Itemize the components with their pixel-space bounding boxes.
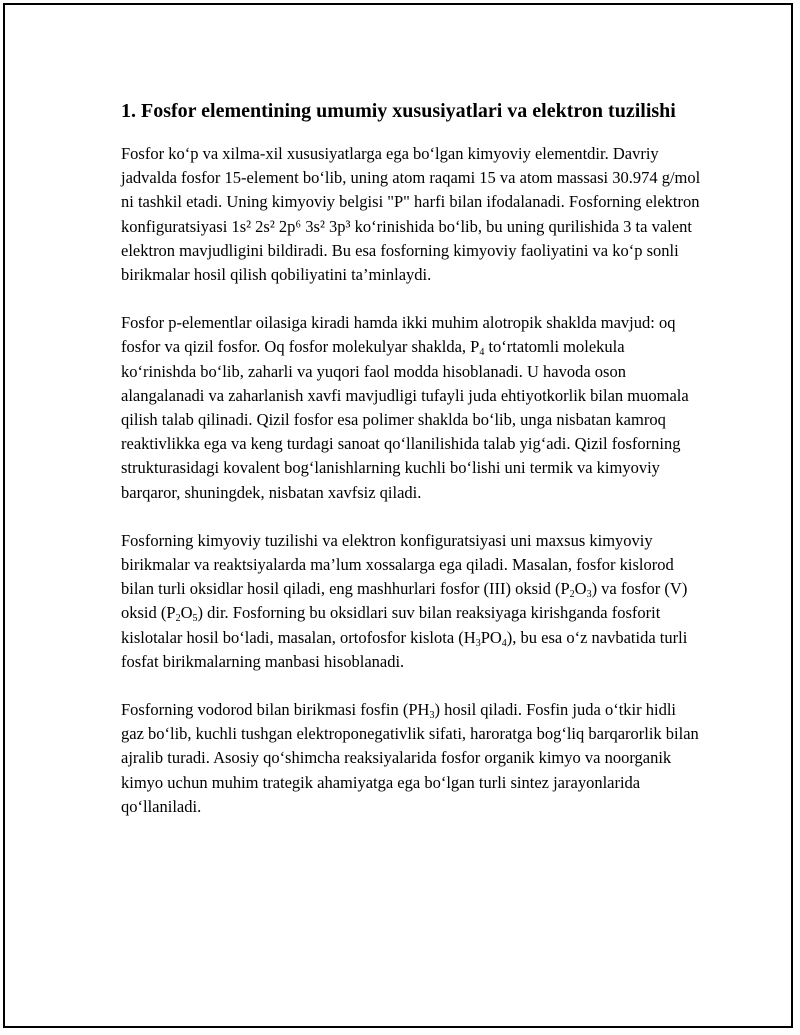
subscript: 5 (192, 613, 198, 625)
section-title: 1. Fosfor elementining umumiy xususiyatlari va elektron tuzilishi (121, 100, 676, 122)
paragraph-2-text-a: Fosfor p-elementlar oilasiga kiradi hamda ikki muhim alotropik shaklda mavjud: oq fosfor va qizil fosfor. Oq fosfor molekulyar shaklda, P (121, 313, 676, 357)
paragraph-1-text: Fosfor koʻp va xilma-xil xususiyatlarga ega boʻlgan kimyoviy elementdir. Davriy jadvalda fosfor 15-element boʻlib, uning atom raqami 15 va atom massasi 30.974 g/mol ni tashkil etadi. Uning kimyoviy belgisi "P" harfi bilan ifodalanadi. Fosforning elektron konfiguratsiyasi 1s² 2s² 2p⁶ 3s² 3p³ koʻrinishida boʻlib, bu uning qurilishida 3 ta valent elektron mavjudligini bildiradi. Bu esa fosforning kimyoviy faoliyatini va koʻp sonli birikmalar hosil qilish qobiliyatini ta’minlaydi. (121, 144, 701, 285)
paragraph-2-text-b: toʻrtatomli molekula koʻrinishda boʻlib, zaharli va yuqori faol modda hisoblanadi. U havoda oson alangalanadi va zaharlanish xavfi mavjudligi tufayli juda ehtiyotkorlik bilan muomala qilish talab qilinadi. Qizil fosfor esa polimer shaklda boʻlib, unga nisbatan kamroq reaktivlikka ega va keng turdagi sanoat qoʻllanilishida talab yigʻadi. Qizil fosforning strukturasidagi kovalent bogʻlanishlarning kuchli boʻlishi uni termik va kimyoviy barqaror, shuningdek, nisbatan xavfsiz qiladi. (121, 337, 689, 502)
subscript: 3 (586, 589, 592, 601)
page-frame (3, 3, 793, 1028)
subscript: 4 (479, 347, 485, 359)
document-body (121, 97, 701, 843)
paragraph-3-text-b: O (574, 579, 587, 599)
paragraph-2 (121, 311, 701, 505)
paragraph-3-text-d: O (180, 603, 193, 623)
subscript: 3 (475, 637, 481, 649)
paragraph-1 (121, 142, 701, 287)
subscript: 4 (501, 637, 507, 649)
paragraph-4-text-a: Fosforning vodorod bilan birikmasi fosfin (PH (121, 700, 430, 720)
paragraph-3-text-e: ) dir. Fosforning bu oksidlari suv bilan reaksiyaga kirishganda fosforit kislotalar hosil boʻladi, masalan, ortofosfor kislota (H (121, 603, 661, 647)
subscript: 3 (429, 710, 435, 722)
paragraph-3-text-c: ) va fosfor (V) oksid (P (121, 579, 688, 623)
paragraph-3-text-a: Fosforning kimyoviy tuzilishi va elektron konfiguratsiyasi uni maxsus kimyoviy birikmalar va reaktsiyalarda ma’lum xossalarga ega qiladi. Masalan, fosfor kislorod bilan turli oksidlar hosil qiladi, eng mashhurlari fosfor (III) oksid (P (121, 530, 674, 599)
subscript: 2 (175, 613, 181, 625)
paragraph-3 (121, 529, 701, 674)
paragraph-3-text-g: ), bu esa oʻz navbatida turli fosfat birikmalarning manbasi hisoblanadi. (121, 627, 688, 671)
subscript: 2 (569, 589, 575, 601)
paragraph-4 (121, 698, 701, 819)
paragraph-3-text-f: PO (480, 627, 502, 647)
paragraph-4-text-b: ) hosil qiladi. Fosfin juda oʻtkir hidli gaz boʻlib, kuchli tushgan elektroponegativlik sifati, haroratga bogʻliq barqarorlik bilan ajralib turadi. Asosiy qoʻshimcha reaksiyalarida fosfor organik kimyo va noorganik kimyo uchun muhim trategik ahamiyatga ega boʻlgan turli sintez jarayonlarida qoʻllaniladi. (121, 700, 699, 816)
